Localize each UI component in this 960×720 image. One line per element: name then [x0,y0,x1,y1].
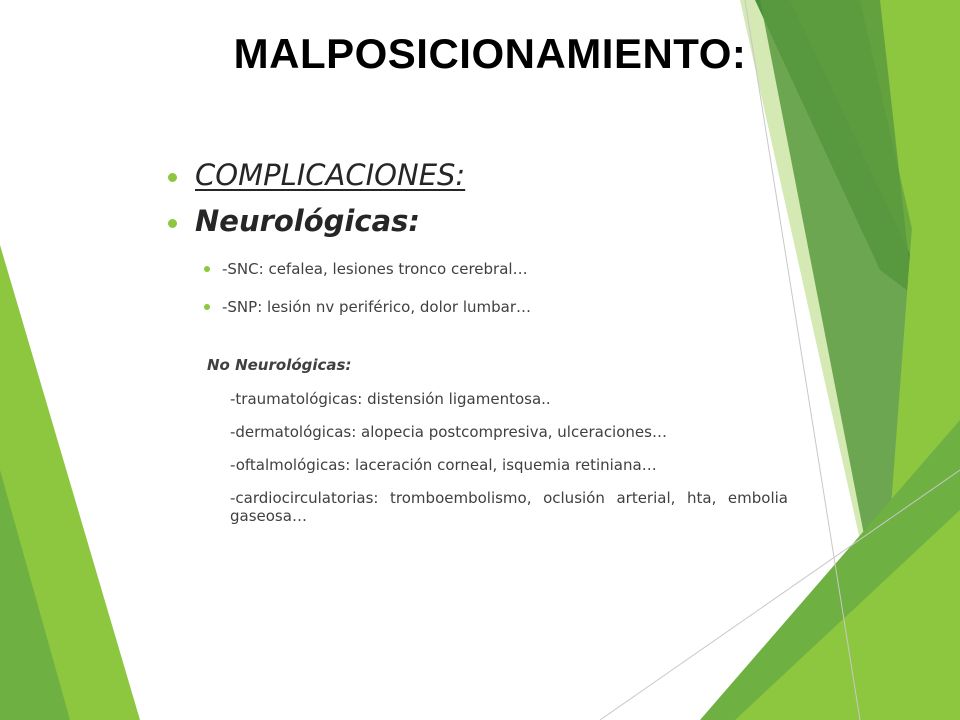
heading-complicaciones: COMPLICACIONES: [195,158,466,192]
no-neuro-item: -dermatológicas: alopecia postcompresiva, ulceraciones… [230,423,667,441]
left-green-triangle [0,245,140,720]
bullet-complicaciones [168,158,788,192]
bullet-dot-icon [204,304,210,310]
slide-title: MALPOSICIONAMIENTO: [233,30,747,77]
bullet-dot-icon [204,266,210,272]
neuro-item [204,258,788,280]
no-neuro-item: -traumatológicas: distensión ligamentosa.. [230,390,551,408]
neuro-item-text: -SNC: cefalea, lesiones tronco cerebral… [222,260,528,278]
heading-no-neurologicas: No Neurológicas: [207,356,352,374]
bullet-dot-icon [168,173,177,182]
neuro-item-text: -SNP: lesión nv periférico, dolor lumbar… [222,298,532,316]
bullet-dot-icon [168,219,177,228]
slide-content [168,158,788,540]
no-neuro-item: -cardiocirculatorias: tromboembolismo, oclusión arterial, hta, embolia gaseosa… [230,489,788,525]
heading-neurologicas: Neurológicas: [195,204,420,238]
bullet-neurologicas [168,204,788,238]
no-neuro-item: -oftalmológicas: laceración corneal, isquemia retiniana… [230,456,657,474]
neuro-item [204,296,788,318]
